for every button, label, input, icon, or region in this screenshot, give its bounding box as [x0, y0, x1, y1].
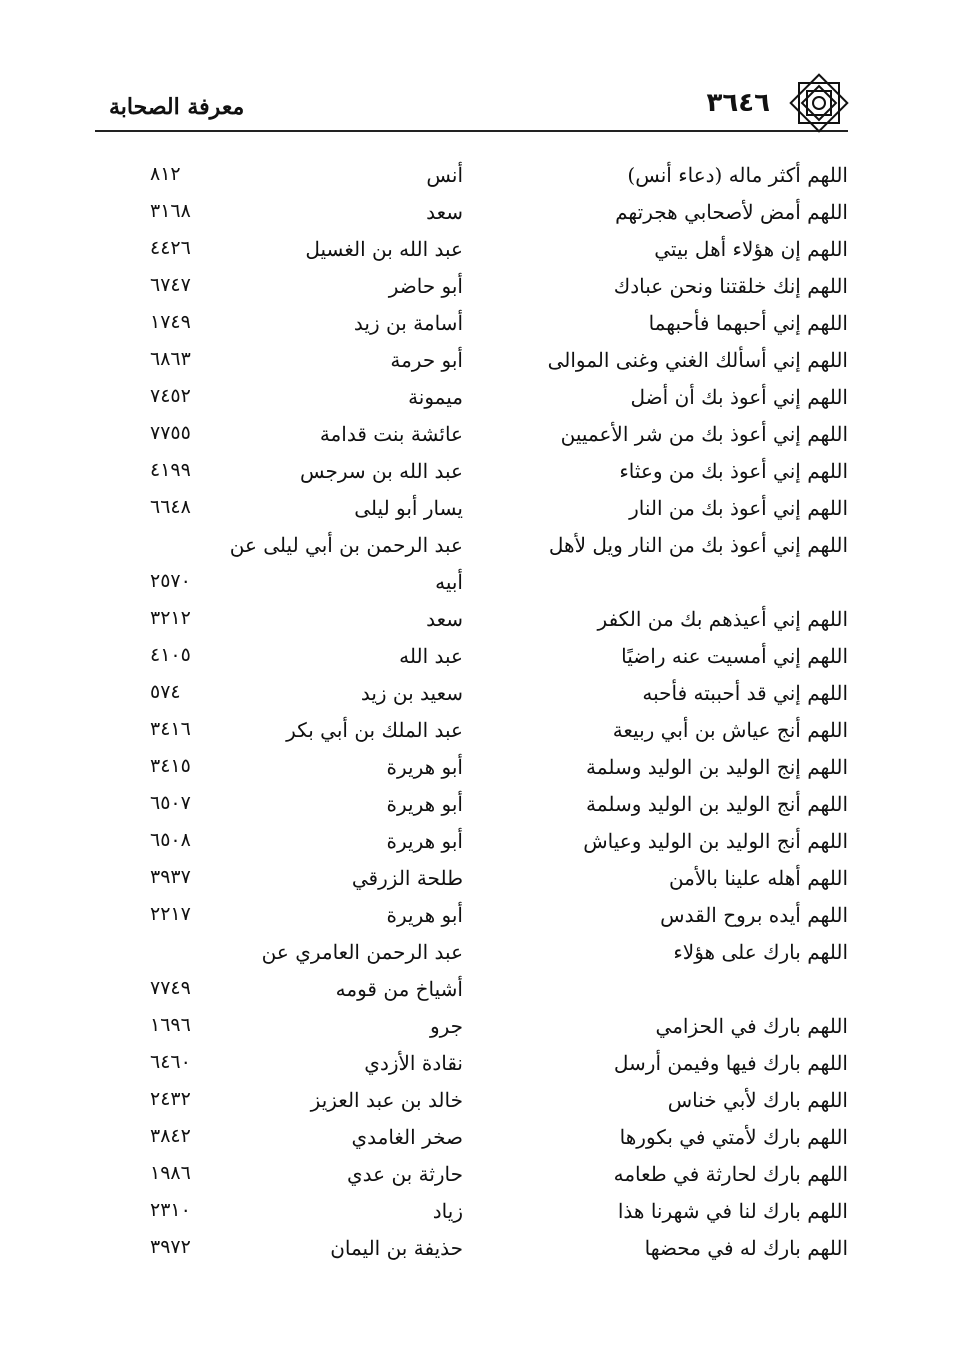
- table-row: [0, 274, 963, 308]
- hadith-number: ٤١٩٩: [150, 459, 191, 481]
- narrator-name: زياد: [432, 1199, 463, 1223]
- hadith-number: ٦٤٦٠: [150, 1051, 191, 1073]
- table-row: [0, 718, 963, 752]
- table-row: [0, 792, 963, 826]
- supplication-text: اللهم أهله علينا بالأمن: [668, 866, 848, 890]
- table-row: [0, 200, 963, 234]
- table-row: [0, 903, 963, 937]
- supplication-text: اللهم أيده بروح القدس: [660, 903, 848, 927]
- narrator-name: أشياخ من قومه: [335, 977, 463, 1001]
- narrator-name: سعد: [426, 607, 463, 631]
- book-title: معرفة الصحابة: [109, 94, 245, 120]
- table-row: [0, 570, 963, 604]
- table-row: [0, 681, 963, 715]
- table-row: [0, 607, 963, 641]
- table-row: [0, 496, 963, 530]
- supplication-text: اللهم إني قد أحببته فأحبه: [642, 681, 848, 705]
- hadith-number: ٧٧٤٩: [150, 977, 191, 999]
- supplication-text: اللهم أنج الوليد بن الوليد وسلمة: [586, 792, 848, 816]
- narrator-name: أبو حرمة: [390, 348, 463, 372]
- narrator-name: ميمونة: [408, 385, 463, 409]
- hadith-number: ٢٥٧٠: [150, 570, 191, 592]
- hadith-number: ٣٤١٦: [150, 718, 191, 740]
- narrator-name: أبيه: [435, 570, 463, 594]
- supplication-text: اللهم إني أعوذ بك من النار ويل لأهل: [548, 533, 848, 557]
- table-row: [0, 940, 963, 974]
- table-row: [0, 385, 963, 419]
- hadith-number: ٤١٠٥: [150, 644, 191, 666]
- table-row: [0, 533, 963, 567]
- table-row: [0, 866, 963, 900]
- supplication-text: اللهم بارك لأمتي في بكورها: [619, 1125, 848, 1149]
- supplication-text: اللهم أمض لأصحابي هجرتهم: [615, 200, 848, 224]
- table-row: [0, 237, 963, 271]
- supplication-text: اللهم إني أحبهما فأحبهما: [648, 311, 848, 335]
- table-row: [0, 459, 963, 493]
- supplication-text: اللهم بارك في الحزامي: [655, 1014, 848, 1038]
- hadith-number: ٣٨٤٢: [150, 1125, 191, 1147]
- hadith-number: ٦٨٦٣: [150, 348, 191, 370]
- hadith-number: ٥٧٤: [150, 681, 181, 703]
- supplication-text: اللهم أنج الوليد بن الوليد وعياش: [583, 829, 848, 853]
- narrator-name: عبد الملك بن أبي بكر: [286, 718, 463, 742]
- hadith-number: ٦٥٠٧: [150, 792, 191, 814]
- supplication-text: اللهم إني أسألك الغني وغنى الموالى: [547, 348, 848, 372]
- hadith-number: ١٧٤٩: [150, 311, 191, 333]
- hadith-number: ٦٥٠٨: [150, 829, 191, 851]
- table-row: [0, 1236, 963, 1270]
- table-row: [0, 1199, 963, 1233]
- hadith-number: ٣٩٧٢: [150, 1236, 191, 1258]
- hadith-number: ٢٣١٠: [150, 1199, 191, 1221]
- table-row: [0, 755, 963, 789]
- supplication-text: اللهم إني أعوذ بك من وعثاء: [619, 459, 848, 483]
- table-row: [0, 1014, 963, 1048]
- supplication-text: اللهم إني أمسيت عنه راضيًا: [621, 644, 848, 668]
- narrator-name: حذيفة بن اليمان: [330, 1236, 463, 1260]
- supplication-text: اللهم إني أعوذ بك أن أضل: [630, 385, 848, 409]
- hadith-number: ٢٤٣٢: [150, 1088, 191, 1110]
- hadith-number: ٧٧٥٥: [150, 422, 191, 444]
- supplication-text: اللهم بارك فيها وفيمن أرسل: [613, 1051, 848, 1075]
- supplication-text: اللهم بارك لحارثة في طعامه: [613, 1162, 848, 1186]
- supplication-text: اللهم بارك له في محضها: [644, 1236, 848, 1260]
- hadith-number: ٣٢١٢: [150, 607, 191, 629]
- supplication-text: اللهم بارك على هؤلاء: [673, 940, 848, 964]
- narrator-name: يسار أبو ليلى: [354, 496, 463, 520]
- narrator-name: نقادة الأزدي: [364, 1051, 463, 1075]
- table-row: [0, 644, 963, 678]
- hadith-number: ٣٩٣٧: [150, 866, 191, 888]
- supplication-text: اللهم إني أعيذهم بك من الكفر: [597, 607, 848, 631]
- narrator-name: أبو هريرة: [386, 903, 463, 927]
- supplication-text: اللهم إنك خلقتنا ونحن عبادك: [613, 274, 848, 298]
- table-row: [0, 311, 963, 345]
- narrator-name: عبد الرحمن بن أبي ليلى عن: [229, 533, 463, 557]
- hadith-number: ١٦٩٦: [150, 1014, 191, 1036]
- supplication-text: اللهم إنج الوليد بن الوليد وسلمة: [586, 755, 848, 779]
- narrator-name: حارثة بن عدي: [347, 1162, 463, 1186]
- page-header: [95, 80, 848, 132]
- supplication-text: اللهم أكثر ماله (دعاء أنس): [627, 163, 848, 187]
- supplication-text: اللهم بارك لأبي خناس: [667, 1088, 848, 1112]
- narrator-name: أبو هريرة: [386, 792, 463, 816]
- narrator-name: أبو هريرة: [386, 755, 463, 779]
- supplication-text: اللهم إني أعوذ بك من النار: [629, 496, 848, 520]
- hadith-number: ٢٢١٧: [150, 903, 191, 925]
- hadith-number: ٣٤١٥: [150, 755, 191, 777]
- narrator-name: طلحة الزرقي: [351, 866, 463, 890]
- table-row: [0, 1088, 963, 1122]
- narrator-name: عبد الله بن سرجس: [300, 459, 463, 483]
- hadith-number: ٧٤٥٢: [150, 385, 191, 407]
- table-row: [0, 1162, 963, 1196]
- supplication-text: اللهم أنج عياش بن أبي ربيعة: [612, 718, 848, 742]
- narrator-name: عبد الله بن الغسيل: [305, 237, 463, 261]
- supplication-text: اللهم إني أعوذ بك من شر الأعميين: [560, 422, 848, 446]
- narrator-name: عبد الرحمن العامري عن: [261, 940, 463, 964]
- narrator-name: أنس: [426, 163, 463, 187]
- narrator-name: سعد: [426, 200, 463, 224]
- narrator-name: عائشة بنت قدامة: [319, 422, 463, 446]
- hadith-number: ٨١٢: [150, 163, 181, 185]
- table-row: [0, 977, 963, 1011]
- hadith-number: ٦٧٤٧: [150, 274, 191, 296]
- table-row: [0, 1051, 963, 1085]
- page-number: ٣٦٤٦: [706, 88, 770, 118]
- narrator-name: عبد الله: [399, 644, 463, 668]
- narrator-name: جرو: [429, 1014, 463, 1038]
- narrator-name: صخر الغامدي: [351, 1125, 463, 1149]
- table-row: [0, 163, 963, 197]
- table-row: [0, 348, 963, 382]
- hadith-number: ٦٦٤٨: [150, 496, 191, 518]
- hadith-number: ٤٤٢٦: [150, 237, 191, 259]
- table-row: [0, 1125, 963, 1159]
- supplication-text: اللهم إن هؤلاء أهل بيتي: [654, 237, 848, 261]
- supplication-text: اللهم بارك لنا في شهرنا هذا: [617, 1199, 848, 1223]
- table-row: [0, 829, 963, 863]
- narrator-name: أسامة بن زيد: [353, 311, 463, 335]
- narrator-name: أبو حاضر: [388, 274, 463, 298]
- star-rosette-ornament-icon: [786, 70, 852, 136]
- hadith-number: ٣١٦٨: [150, 200, 191, 222]
- narrator-name: أبو هريرة: [386, 829, 463, 853]
- hadith-number: ١٩٨٦: [150, 1162, 191, 1184]
- table-row: [0, 422, 963, 456]
- narrator-name: سعيد بن زيد: [360, 681, 463, 705]
- narrator-name: خالد بن عبد العزيز: [310, 1088, 463, 1112]
